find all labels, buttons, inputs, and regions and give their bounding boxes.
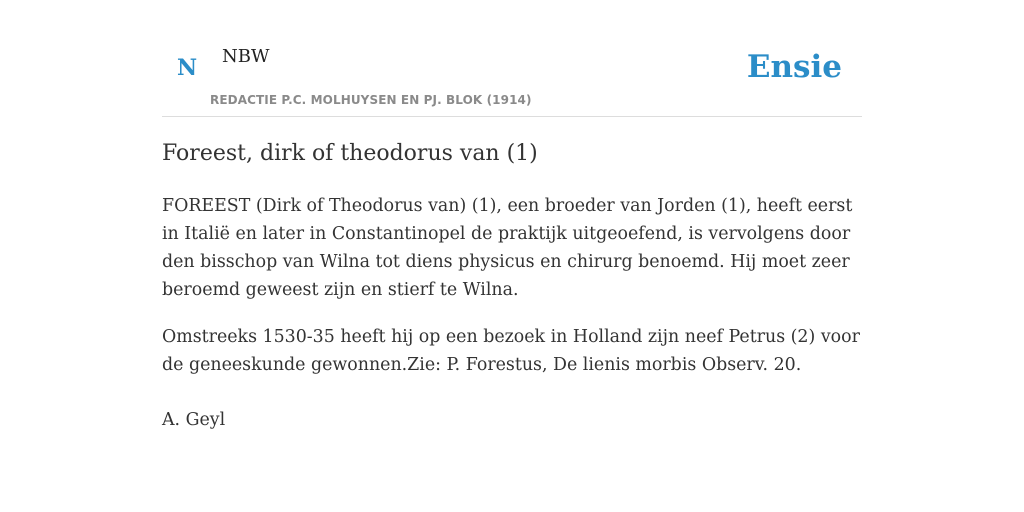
source-title[interactable]: NBW — [222, 46, 270, 67]
source-header — [162, 0, 862, 117]
source-subtitle: REDACTIE P.C. MOLHUYSEN EN PJ. BLOK (1914) — [210, 93, 532, 107]
article-title: Foreest, dirk of theodorus van (1) — [162, 141, 538, 166]
article-body — [162, 192, 862, 398]
source-logo[interactable]: N — [177, 55, 198, 81]
brand-logo-link[interactable]: Ensie — [746, 49, 842, 85]
article-paragraph: FOREEST (Dirk of Theodorus van) (1), een broeder van Jorden (1), heeft eerst in Italië en later in Constantinopel de praktijk uitgeoefend, is vervolgens door den bisschop van Wilna tot diens physicus en chirurg benoemd. Hij moet zeer beroemd geweest zijn en stierf te Wilna. — [162, 196, 853, 300]
page — [162, 0, 862, 512]
article-paragraph: Omstreeks 1530-35 heeft hij op een bezoek in Holland zijn neef Petrus (2) voor de geneeskunde gewonnen.Zie: P. Forestus, De lienis morbis Observ. 20. — [162, 327, 860, 375]
article-author: A. Geyl — [162, 410, 226, 430]
